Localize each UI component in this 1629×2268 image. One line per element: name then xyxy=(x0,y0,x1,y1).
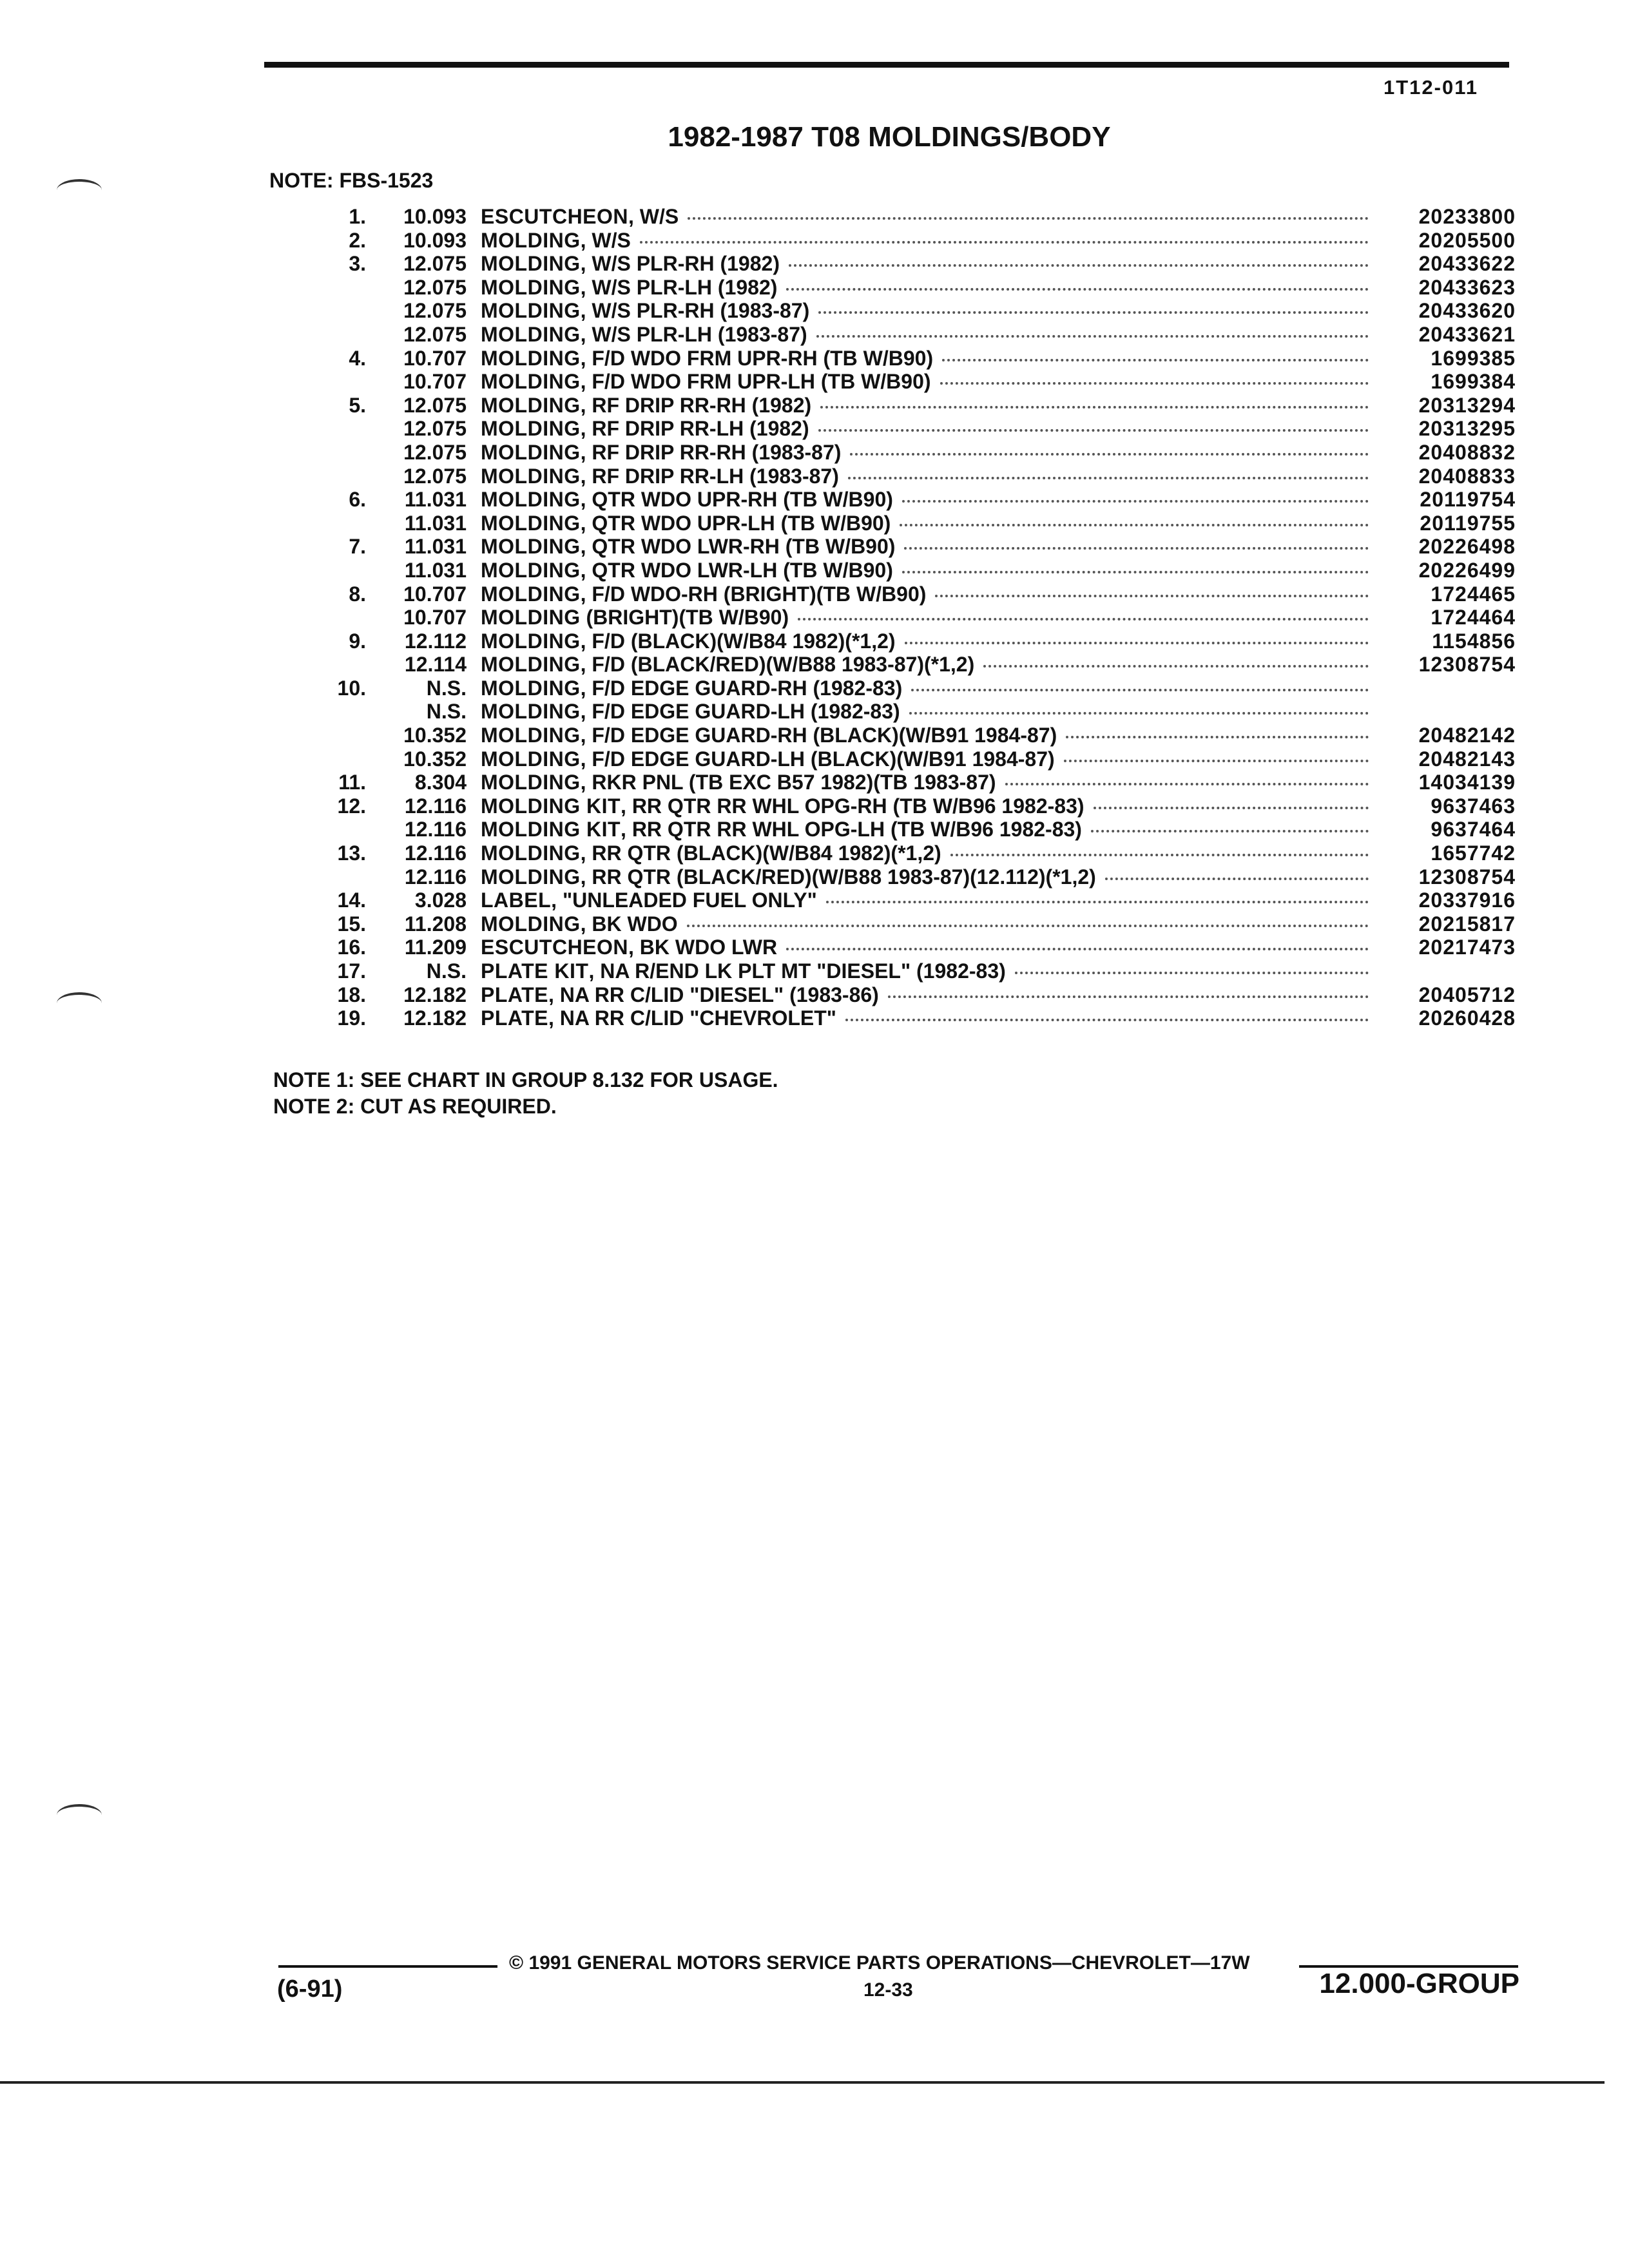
part-detail: , RR QTR RR WHL OPG-RH (TB W/B96 1982-83) xyxy=(621,794,1084,818)
part-row xyxy=(303,629,1516,653)
group-number: 12.075 xyxy=(403,393,467,417)
part-name: PLATE xyxy=(481,1006,549,1030)
part-name: MOLDING xyxy=(481,440,581,464)
dot-leader xyxy=(902,571,1369,573)
binder-hole-mark xyxy=(57,179,102,201)
part-number: 20408832 xyxy=(1418,440,1516,464)
part-name: MOLDING KIT xyxy=(481,818,621,841)
dot-leader xyxy=(1066,736,1369,738)
part-detail: , F/D EDGE GUARD-RH (BLACK)(W/B91 1984-87) xyxy=(580,724,1057,747)
part-name: MOLDING xyxy=(481,535,581,559)
binder-hole-mark xyxy=(57,1804,102,1826)
part-description xyxy=(481,559,893,582)
part-name: MOLDING xyxy=(481,582,581,606)
dot-leader xyxy=(816,335,1369,338)
group-number: 12.182 xyxy=(403,1006,467,1030)
part-row xyxy=(303,959,1516,983)
part-description xyxy=(481,465,839,488)
item-number: 5. xyxy=(349,393,366,417)
item-number: 15. xyxy=(337,912,366,936)
part-row xyxy=(303,912,1516,936)
part-number: 20260428 xyxy=(1418,1006,1516,1030)
part-row xyxy=(303,252,1516,276)
dot-leader xyxy=(950,854,1369,856)
group-number: 10.093 xyxy=(403,205,467,228)
part-number: 20226498 xyxy=(1418,535,1516,559)
part-number: 1154856 xyxy=(1432,629,1516,653)
part-number: 20313295 xyxy=(1418,417,1516,441)
group-number: N.S. xyxy=(426,700,467,724)
dot-leader xyxy=(818,311,1369,314)
item-number: 18. xyxy=(337,983,366,1006)
part-detail: , NA RR C/LID "DIESEL" (1983-86) xyxy=(548,983,879,1006)
group-number: 12.075 xyxy=(403,275,467,299)
part-number: 20433622 xyxy=(1418,252,1516,276)
footer-rule-left xyxy=(278,1965,497,1968)
part-name: MOLDING xyxy=(481,322,581,346)
part-name: MOLDING xyxy=(481,417,581,441)
group-number: 12.116 xyxy=(404,841,467,865)
part-name: LABEL xyxy=(481,889,552,912)
part-row xyxy=(303,794,1516,818)
part-name: ESCUTCHEON xyxy=(481,936,629,959)
part-description xyxy=(481,370,931,394)
group-number: 10.707 xyxy=(403,370,467,394)
dot-leader xyxy=(983,665,1369,668)
part-name: MOLDING xyxy=(481,299,581,323)
item-number: 6. xyxy=(349,488,366,512)
part-description xyxy=(481,488,893,512)
page-code: 1T12-011 xyxy=(1383,76,1478,99)
part-name: MOLDING xyxy=(481,275,581,299)
part-number: 1724464 xyxy=(1431,606,1516,629)
part-name: MOLDING xyxy=(481,488,581,512)
dot-leader xyxy=(818,429,1369,432)
item-number: 3. xyxy=(349,252,366,276)
dot-leader xyxy=(820,406,1369,408)
group-number: 10.707 xyxy=(403,606,467,629)
item-number: 12. xyxy=(337,794,366,818)
part-description xyxy=(481,347,933,370)
item-number: 13. xyxy=(337,841,366,865)
part-number: 1699384 xyxy=(1431,370,1516,394)
part-row xyxy=(303,1006,1516,1030)
dot-leader xyxy=(687,925,1369,927)
part-description xyxy=(481,299,809,323)
part-name: MOLDING xyxy=(481,747,581,771)
part-description xyxy=(481,1006,836,1030)
dot-leader xyxy=(688,217,1369,220)
part-row xyxy=(303,347,1516,370)
part-detail: , W/S xyxy=(580,228,631,252)
part-description xyxy=(481,276,777,300)
group-number: 12.116 xyxy=(404,865,467,889)
group-number: 11.031 xyxy=(404,558,467,582)
part-description xyxy=(481,512,891,535)
part-number: 1699385 xyxy=(1431,346,1516,370)
dot-leader xyxy=(786,948,1369,950)
dot-leader xyxy=(1094,807,1369,809)
part-name: MOLDING xyxy=(481,629,581,653)
part-detail: , F/D WDO FRM UPR-LH (TB W/B90) xyxy=(580,370,931,394)
dot-leader xyxy=(1015,972,1369,974)
part-row xyxy=(303,370,1516,394)
part-detail: , RF DRIP RR-LH (1983-87) xyxy=(580,464,839,488)
footer-revision: (6-91) xyxy=(277,1975,343,2003)
part-description xyxy=(481,677,902,700)
dot-leader xyxy=(911,689,1369,691)
part-description xyxy=(481,629,896,653)
part-detail: , "UNLEADED FUEL ONLY" xyxy=(551,889,817,912)
part-detail: , BK WDO xyxy=(580,912,678,936)
part-name: MOLDING xyxy=(481,724,581,747)
item-number: 4. xyxy=(349,346,366,370)
part-name: MOLDING xyxy=(481,841,581,865)
part-row xyxy=(303,205,1516,229)
part-detail: , NA RR C/LID "CHEVROLET" xyxy=(548,1006,836,1030)
part-number: 20482143 xyxy=(1418,747,1516,771)
part-description xyxy=(481,441,841,465)
part-number: 20433620 xyxy=(1418,299,1516,323)
part-row xyxy=(303,441,1516,465)
header-note: NOTE: FBS-1523 xyxy=(269,169,434,192)
part-number: 20482142 xyxy=(1418,724,1516,747)
part-row xyxy=(303,841,1516,865)
part-number: 20205500 xyxy=(1418,228,1516,252)
part-name: MOLDING xyxy=(481,558,581,582)
part-name: MOLDING xyxy=(481,865,581,889)
part-detail: (BRIGHT)(TB W/B90) xyxy=(580,606,789,629)
group-number: 3.028 xyxy=(414,889,467,912)
part-row xyxy=(303,276,1516,300)
part-row xyxy=(303,512,1516,535)
part-description xyxy=(481,700,900,724)
part-name: MOLDING xyxy=(481,370,581,394)
dot-leader xyxy=(826,901,1369,903)
part-description xyxy=(481,912,678,936)
part-name: MOLDING KIT xyxy=(481,794,621,818)
group-number: 8.304 xyxy=(414,771,467,794)
group-number: 11.208 xyxy=(404,912,467,936)
notes-block xyxy=(273,1067,778,1120)
group-number: 10.707 xyxy=(403,346,467,370)
dot-leader xyxy=(942,359,1369,361)
part-row xyxy=(303,299,1516,323)
part-row xyxy=(303,323,1516,347)
part-name: MOLDING xyxy=(481,653,581,677)
part-detail: , F/D (BLACK)(W/B84 1982)(*1,2) xyxy=(580,629,896,653)
part-description xyxy=(481,818,1082,841)
part-row xyxy=(303,535,1516,559)
part-name: MOLDING xyxy=(481,464,581,488)
part-detail: , F/D EDGE GUARD-RH (1982-83) xyxy=(580,676,903,700)
part-number: 20433623 xyxy=(1418,275,1516,299)
dot-leader xyxy=(909,712,1369,715)
item-number: 1. xyxy=(349,205,366,228)
part-description xyxy=(481,841,941,865)
part-detail: , RR QTR (BLACK/RED)(W/B88 1983-87)(12.112)(*1,2) xyxy=(580,865,1096,889)
item-number: 19. xyxy=(337,1006,366,1030)
part-detail: , W/S PLR-RH (1983-87) xyxy=(580,299,810,323)
group-number: 11.031 xyxy=(404,535,467,559)
part-number: 12308754 xyxy=(1418,865,1516,889)
part-detail: , BK WDO LWR xyxy=(628,936,778,959)
part-row xyxy=(303,889,1516,912)
group-number: 11.031 xyxy=(404,511,467,535)
top-rule xyxy=(264,62,1509,68)
part-description xyxy=(481,252,780,276)
part-row xyxy=(303,677,1516,700)
dot-leader xyxy=(1064,760,1369,762)
part-name: MOLDING xyxy=(481,676,581,700)
group-number: 10.352 xyxy=(403,747,467,771)
dot-leader xyxy=(904,547,1369,550)
footer-copyright: © 1991 GENERAL MOTORS SERVICE PARTS OPERATIONS—CHEVROLET—17W xyxy=(509,1952,1250,1974)
part-description xyxy=(481,323,807,347)
part-name: MOLDING xyxy=(481,912,581,936)
footer-group: 12.000-GROUP xyxy=(1319,1968,1519,1999)
dot-leader xyxy=(900,524,1369,526)
part-detail: , QTR WDO LWR-LH (TB W/B90) xyxy=(580,558,893,582)
group-number: 10.707 xyxy=(403,582,467,606)
part-number: 20217473 xyxy=(1418,936,1516,959)
group-number: N.S. xyxy=(426,959,467,983)
part-detail: , RKR PNL (TB EXC B57 1982)(TB 1983-87) xyxy=(580,771,996,794)
part-name: MOLDING xyxy=(481,393,581,417)
dot-leader xyxy=(798,618,1369,620)
part-description xyxy=(481,205,679,229)
part-name: MOLDING xyxy=(481,511,581,535)
part-name: PLATE xyxy=(481,983,549,1006)
part-detail: , RR QTR RR WHL OPG-LH (TB W/B96 1982-83) xyxy=(621,818,1082,841)
part-number: 20405712 xyxy=(1418,983,1516,1006)
part-number: 20313294 xyxy=(1418,393,1516,417)
part-description xyxy=(481,771,996,794)
dot-leader xyxy=(786,288,1369,291)
part-detail: , RR QTR (BLACK)(W/B84 1982)(*1,2) xyxy=(580,841,941,865)
part-row xyxy=(303,394,1516,418)
item-number: 10. xyxy=(337,676,366,700)
group-number: 12.075 xyxy=(403,464,467,488)
part-number: 20119755 xyxy=(1420,511,1516,535)
part-description xyxy=(481,889,817,912)
part-detail: , F/D EDGE GUARD-LH (1982-83) xyxy=(580,700,900,724)
part-row xyxy=(303,724,1516,747)
part-description xyxy=(481,606,789,629)
group-number: N.S. xyxy=(426,676,467,700)
group-number: 11.209 xyxy=(404,936,467,959)
dot-leader xyxy=(789,264,1369,267)
group-number: 11.031 xyxy=(404,488,467,512)
part-detail: , F/D WDO-RH (BRIGHT)(TB W/B90) xyxy=(580,582,927,606)
dot-leader xyxy=(640,241,1369,244)
dot-leader xyxy=(848,477,1369,479)
part-row xyxy=(303,771,1516,794)
part-description xyxy=(481,747,1055,771)
group-number: 10.093 xyxy=(403,228,467,252)
part-detail: , W/S PLR-LH (1982) xyxy=(580,275,778,299)
part-number: 1724465 xyxy=(1431,582,1516,606)
part-description xyxy=(481,724,1057,747)
group-number: 12.116 xyxy=(404,794,467,818)
item-number: 16. xyxy=(337,936,366,959)
item-number: 9. xyxy=(349,629,366,653)
part-name: MOLDING xyxy=(481,252,581,276)
part-detail: , RF DRIP RR-RH (1982) xyxy=(580,393,812,417)
dot-leader xyxy=(902,500,1369,503)
part-number: 20408833 xyxy=(1418,464,1516,488)
dot-leader xyxy=(1091,830,1369,832)
part-detail: , QTR WDO UPR-LH (TB W/B90) xyxy=(580,511,891,535)
part-description xyxy=(481,936,777,959)
part-detail: , W/S xyxy=(628,205,679,228)
part-description xyxy=(481,535,895,559)
dot-leader xyxy=(940,382,1369,385)
page-title: 1982-1987 T08 MOLDINGS/BODY xyxy=(668,121,1111,153)
part-detail: , F/D WDO FRM UPR-RH (TB W/B90) xyxy=(580,346,934,370)
group-number: 10.352 xyxy=(403,724,467,747)
dot-leader xyxy=(1105,878,1369,880)
part-number: 9637463 xyxy=(1431,794,1516,818)
part-number: 20337916 xyxy=(1418,889,1516,912)
part-number: 20119754 xyxy=(1420,488,1516,512)
item-number: 8. xyxy=(349,582,366,606)
part-row xyxy=(303,653,1516,677)
dot-leader xyxy=(845,1019,1369,1021)
part-row xyxy=(303,936,1516,959)
part-row xyxy=(303,747,1516,771)
item-number: 14. xyxy=(337,889,366,912)
part-name: MOLDING xyxy=(481,771,581,794)
part-description xyxy=(481,417,809,441)
part-description xyxy=(481,653,974,677)
part-row xyxy=(303,559,1516,582)
part-name: ESCUTCHEON xyxy=(481,205,629,228)
part-description xyxy=(481,959,1006,983)
part-number: 20226499 xyxy=(1418,558,1516,582)
part-number: 1657742 xyxy=(1431,841,1516,865)
group-number: 12.075 xyxy=(403,440,467,464)
part-number: 20433621 xyxy=(1418,322,1516,346)
part-description xyxy=(481,394,811,418)
part-detail: , QTR WDO LWR-RH (TB W/B90) xyxy=(580,535,896,559)
part-description xyxy=(481,229,631,253)
part-name: MOLDING xyxy=(481,700,581,724)
group-number: 12.075 xyxy=(403,322,467,346)
group-number: 12.075 xyxy=(403,299,467,323)
dot-leader xyxy=(1005,783,1369,785)
part-description xyxy=(481,582,926,606)
group-number: 12.112 xyxy=(404,629,467,653)
bottom-rule xyxy=(0,2081,1605,2084)
dot-leader xyxy=(905,642,1369,644)
dot-leader xyxy=(935,595,1369,597)
part-row xyxy=(303,818,1516,841)
part-row xyxy=(303,582,1516,606)
footer-page-number: 12-33 xyxy=(863,1979,913,2001)
item-number: 11. xyxy=(338,771,366,794)
part-description xyxy=(481,865,1096,889)
note-2: NOTE 2: CUT AS REQUIRED. xyxy=(273,1095,557,1118)
part-number: 20215817 xyxy=(1418,912,1516,936)
part-row xyxy=(303,700,1516,724)
part-detail: , W/S PLR-LH (1983-87) xyxy=(580,322,807,346)
part-name: MOLDING xyxy=(481,228,581,252)
item-number: 17. xyxy=(337,959,366,983)
part-row xyxy=(303,465,1516,488)
part-number: 14034139 xyxy=(1418,771,1516,794)
part-detail: , F/D (BLACK/RED)(W/B88 1983-87)(*1,2) xyxy=(580,653,975,677)
part-detail: , RF DRIP RR-LH (1982) xyxy=(580,417,809,441)
group-number: 12.116 xyxy=(404,818,467,841)
part-detail: , W/S PLR-RH (1982) xyxy=(580,252,780,276)
part-row xyxy=(303,229,1516,253)
part-description xyxy=(481,983,879,1007)
dot-leader xyxy=(850,453,1369,456)
part-number: 12308754 xyxy=(1418,653,1516,677)
item-number: 7. xyxy=(349,535,366,559)
binder-hole-mark xyxy=(57,992,102,1014)
part-name: MOLDING xyxy=(481,346,581,370)
note-1: NOTE 1: SEE CHART IN GROUP 8.132 FOR USAGE. xyxy=(273,1068,778,1091)
part-detail: , QTR WDO UPR-RH (TB W/B90) xyxy=(580,488,893,512)
part-row xyxy=(303,488,1516,512)
dot-leader xyxy=(888,995,1369,998)
group-number: 12.075 xyxy=(403,252,467,276)
part-detail: , RF DRIP RR-RH (1983-87) xyxy=(580,440,842,464)
part-detail: , NA R/END LK PLT MT "DIESEL" (1982-83) xyxy=(588,959,1006,983)
item-number: 2. xyxy=(349,228,366,252)
part-row xyxy=(303,865,1516,889)
part-row xyxy=(303,417,1516,441)
group-number: 12.114 xyxy=(404,653,467,677)
part-row xyxy=(303,983,1516,1007)
parts-list xyxy=(303,205,1516,1030)
part-number: 9637464 xyxy=(1431,818,1516,841)
part-name: PLATE KIT xyxy=(481,959,589,983)
part-number: 20233800 xyxy=(1418,205,1516,228)
part-detail: , F/D EDGE GUARD-LH (BLACK)(W/B91 1984-87) xyxy=(580,747,1055,771)
part-row xyxy=(303,606,1516,629)
group-number: 12.075 xyxy=(403,417,467,441)
part-description xyxy=(481,794,1084,818)
group-number: 12.182 xyxy=(403,983,467,1006)
part-name: MOLDING xyxy=(481,606,581,629)
